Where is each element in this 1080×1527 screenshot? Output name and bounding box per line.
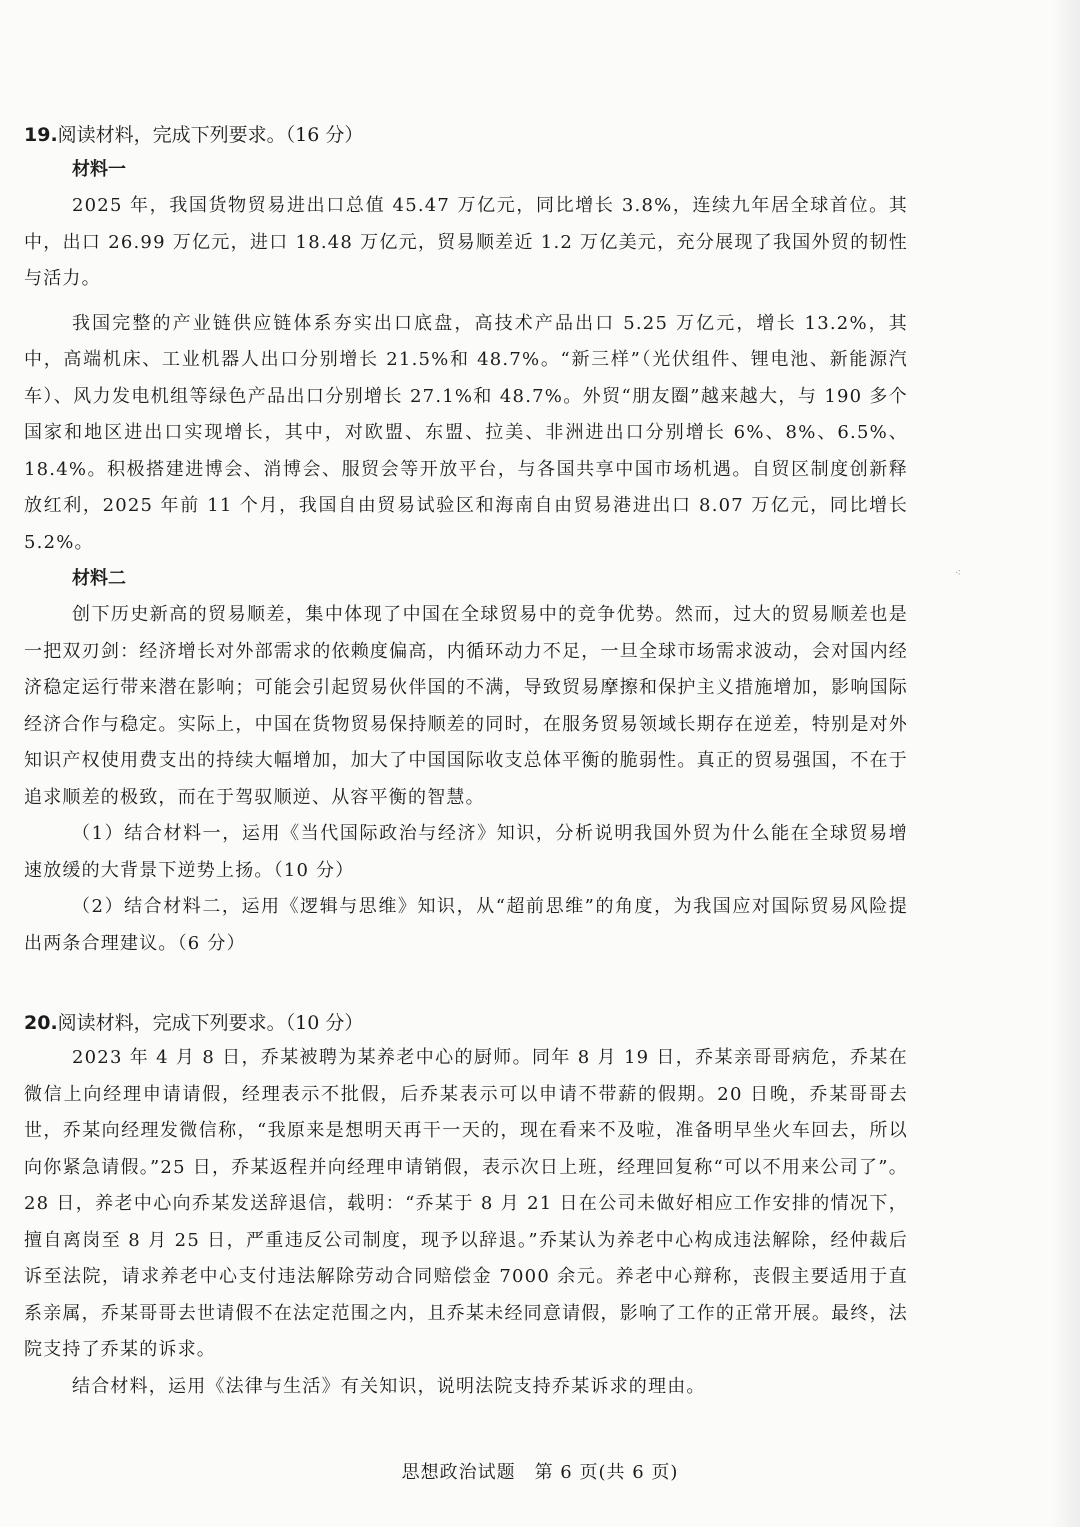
question-19-heading xyxy=(24,118,908,152)
question-instruction: 阅读材料，完成下列要求。（10 分） xyxy=(57,1012,364,1034)
scan-speck: ⁖ xyxy=(955,568,961,579)
case-paragraph: 2023 年 4 月 8 日，乔某被聘为某养老中心的厨师。同年 8 月 19 日，乔某亲哥哥病危，乔某在微信上向经理申请请假，经理表示不批假，后乔某表示可以申请不带薪的假期。20 日晚，乔某哥哥去世，乔某向经理发微信称，“我原来是想明天再干一天的，现在看来不及啦，准备明早坐火车回去，所以向你紧急请假。”25 日，乔某返程并向经理申请销假，表示次日上班，经理回复称“可以不用来公司了”。28 日，养老中心向乔某发送辞退信，载明：“乔某于 8 月 21 日在公司未做好相应工作安排的情况下，擅自离岗至 8 月 25 日，严重违反公司制度，现予以辞退。”乔某认为养老中心构成违法解除，经仲裁后诉至法院，请求养老中心支付违法解除劳动合同赔偿金 7000 余元。养老中心辩称，丧假主要适用于直系亲属，乔某哥哥去世请假不在法定范围之内，且乔某未经同意请假，影响了工作的正常开展。最终，法院支持了乔某的诉求。 xyxy=(24,1047,908,1360)
material-2-paragraph: 创下历史新高的贸易顺差，集中体现了中国在全球贸易中的竞争优势。然而，过大的贸易顺差也是一把双刃剑：经济增长对外部需求的依赖度偏高，内循环动力不足，一旦全球市场需求波动，会对国内经济稳定运行带来潜在影响；可能会引起贸易伙伴国的不满，导致贸易摩擦和保护主义措施增加，影响国际经济合作与稳定。实际上，中国在货物贸易保持顺差的同时，在服务贸易领域长期存在逆差，特别是对外知识产权使用费支出的持续大幅增加，加大了中国国际收支总体平衡的脆弱性。真正的贸易强国，不在于追求顺差的极致，而在于驾驭顺逆、从容平衡的智慧。 xyxy=(24,604,908,808)
material-1-title: 材料一 xyxy=(72,159,126,180)
question-20 xyxy=(24,1006,908,1405)
page-content xyxy=(24,118,908,1405)
question-19 xyxy=(24,118,908,962)
question-20-task: 结合材料，运用《法律与生活》有关知识，说明法院支持乔某诉求的理由。 xyxy=(72,1375,706,1397)
page-edge-shadow xyxy=(1052,0,1080,1527)
material-1-paragraph-2: 我国完整的产业链供应链体系夯实出口底盘，高技术产品出口 5.25 万亿元，增长 13.2%，其中，高端机床、工业机器人出口分别增长 21.5%和 48.7%。“新三样”（光伏组件、锂电池、新能源汽车）、风力发电机组等绿色产品出口分别增长 27.1%和 48.7%。外贸“朋友圈”越来越大，与 190 多个国家和地区进出口实现增长，其中，对欧盟、东盟、拉美、非洲进出口分别增长 6%、8%、6.5%、18.4%。积极搭建进博会、消博会、服贸会等开放平台，与各国共享中国市场机遇。自贸区制度创新释放红利，2025 年前 11 个月，我国自由贸易试验区和海南自由贸易港进出口 8.07 万亿元，同比增长 5.2%。 xyxy=(24,312,908,553)
sub-question-1: （1）结合材料一，运用《当代国际政治与经济》知识，分析说明我国外贸为什么能在全球贸易增速放缓的大背景下逆势上扬。（10 分） xyxy=(24,823,908,881)
question-instruction: 阅读材料，完成下列要求。（16 分） xyxy=(57,124,364,146)
page-footer: 思想政治试题 第 6 页(共 6 页) xyxy=(401,1462,679,1483)
question-number: 20. xyxy=(24,1012,58,1034)
material-1-paragraph-1: 2025 年，我国货物贸易进出口总值 45.47 万亿元，同比增长 3.8%，连续九年居全球首位。其中，出口 26.99 万亿元，进口 18.48 万亿元，贸易顺差近 1.2 万亿美元，充分展现了我国外贸的韧性与活力。 xyxy=(24,195,908,289)
material-2-title: 材料二 xyxy=(72,568,126,589)
sub-question-2: （2）结合材料二，运用《逻辑与思维》知识，从“超前思维”的角度，为我国应对国际贸易风险提出两条合理建议。（6 分） xyxy=(24,896,908,954)
question-20-heading xyxy=(24,1006,908,1040)
question-number: 19. xyxy=(24,124,58,146)
